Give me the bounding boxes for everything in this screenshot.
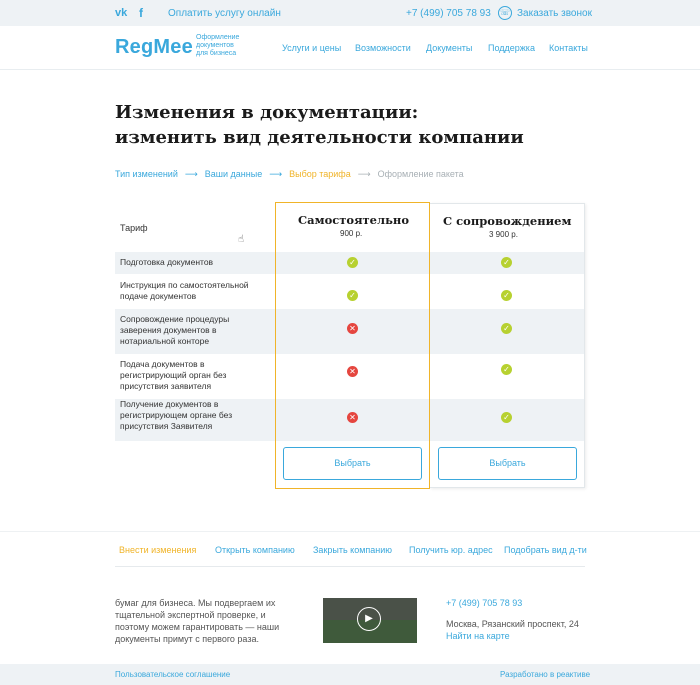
feature-label: Подача документов в регистрирующий орган без присутствия заявителя bbox=[120, 359, 227, 391]
video-thumbnail[interactable] bbox=[323, 598, 417, 643]
top-phone[interactable]: +7 (499) 705 78 93 bbox=[406, 8, 491, 19]
plan-column-assisted bbox=[430, 203, 585, 488]
hand-cursor-icon: ☝ bbox=[238, 234, 245, 245]
plan-column-self bbox=[275, 202, 430, 489]
vk-icon[interactable]: vk bbox=[115, 7, 128, 19]
plan-price-self: 900 р. bbox=[340, 229, 363, 238]
logo-tagline: Оформление документов для бизнеса bbox=[196, 34, 240, 57]
check-icon: ✓ bbox=[501, 323, 512, 334]
divider bbox=[0, 531, 700, 532]
service-legal-address[interactable]: Получить юр. адрес bbox=[409, 545, 493, 555]
service-open-company[interactable]: Открыть компанию bbox=[215, 545, 295, 555]
phone-icon[interactable]: ☏ bbox=[498, 6, 512, 20]
service-close-company[interactable]: Закрыть компанию bbox=[313, 545, 393, 555]
step-your-data[interactable]: Ваши данные bbox=[204, 169, 263, 179]
facebook-icon[interactable]: f bbox=[139, 6, 143, 20]
plan-price-assisted: 3 900 р. bbox=[489, 230, 518, 239]
nav-support[interactable]: Поддержка bbox=[488, 43, 535, 53]
check-icon: ✓ bbox=[347, 257, 358, 268]
arrow-right-icon: ⟶ bbox=[184, 169, 198, 179]
check-icon: ✓ bbox=[501, 257, 512, 268]
arrow-right-icon: ⟶ bbox=[269, 169, 283, 179]
feature-label: Подготовка документов bbox=[120, 257, 214, 267]
developer-link[interactable]: Разработано в реактиве bbox=[500, 670, 591, 679]
page-title bbox=[115, 100, 524, 150]
page-title-line1: Изменения в документации: bbox=[115, 102, 419, 123]
nav-documents[interactable]: Документы bbox=[426, 43, 473, 53]
check-icon: ✓ bbox=[501, 412, 512, 423]
step-change-type[interactable]: Тип изменений bbox=[115, 169, 178, 179]
feature-label: Получение документов в регистрирующем органе без присутствия Заявителя bbox=[120, 399, 233, 431]
play-icon[interactable]: ▶ bbox=[357, 607, 381, 631]
select-assisted-button[interactable]: Выбрать bbox=[438, 447, 577, 480]
top-bar bbox=[0, 0, 700, 26]
plan-name-assisted: С сопровождением bbox=[443, 214, 572, 228]
divider bbox=[115, 566, 585, 567]
footer-phone[interactable]: +7 (499) 705 78 93 bbox=[446, 598, 523, 608]
service-make-changes[interactable]: Внести изменения bbox=[119, 545, 197, 555]
agreement-link[interactable]: Пользовательское соглашение bbox=[115, 670, 231, 679]
plan-name-self: Самостоятельно bbox=[298, 213, 410, 227]
logo[interactable]: RegMee bbox=[115, 36, 193, 58]
page-title-line2: изменить вид деятельности компании bbox=[115, 127, 524, 148]
cross-icon: ✕ bbox=[347, 366, 358, 377]
map-link[interactable]: Найти на карте bbox=[446, 631, 510, 641]
step-choose-tariff: Выбор тарифа bbox=[289, 169, 351, 179]
step-package: Оформление пакета bbox=[377, 169, 464, 179]
arrow-right-icon: ⟶ bbox=[357, 169, 371, 179]
feature-label: Сопровождение процедуры заверения документов в нотариальной конторе bbox=[120, 314, 230, 346]
nav-features[interactable]: Возможности bbox=[355, 43, 411, 53]
nav-services[interactable]: Услуги и цены bbox=[282, 43, 342, 53]
step-breadcrumb bbox=[115, 169, 464, 180]
tariff-header-label: Тариф bbox=[120, 223, 148, 233]
feature-label: Инструкция по самостоятельной подаче документов bbox=[120, 280, 249, 301]
cross-icon: ✕ bbox=[347, 323, 358, 334]
check-icon: ✓ bbox=[501, 364, 512, 375]
check-icon: ✓ bbox=[347, 290, 358, 301]
header bbox=[0, 26, 700, 70]
callback-link[interactable]: Заказать звонок bbox=[517, 8, 592, 19]
nav-contacts[interactable]: Контакты bbox=[549, 43, 588, 53]
bottom-bar bbox=[0, 664, 700, 685]
tariff-table bbox=[115, 203, 585, 488]
select-self-button[interactable]: Выбрать bbox=[283, 447, 422, 480]
cross-icon: ✕ bbox=[347, 412, 358, 423]
pay-online-link[interactable]: Оплатить услугу онлайн bbox=[168, 8, 281, 19]
footer-text: бумаг для бизнеса. Мы подвергаем их тщательной экспертной проверке, и поэтому можем гарантировать — наши документы примут с первого раза. bbox=[115, 598, 280, 644]
check-icon: ✓ bbox=[501, 290, 512, 301]
footer-address: Москва, Рязанский проспект, 24 bbox=[446, 619, 579, 629]
service-activity-type[interactable]: Подобрать вид д-ти bbox=[504, 545, 587, 555]
